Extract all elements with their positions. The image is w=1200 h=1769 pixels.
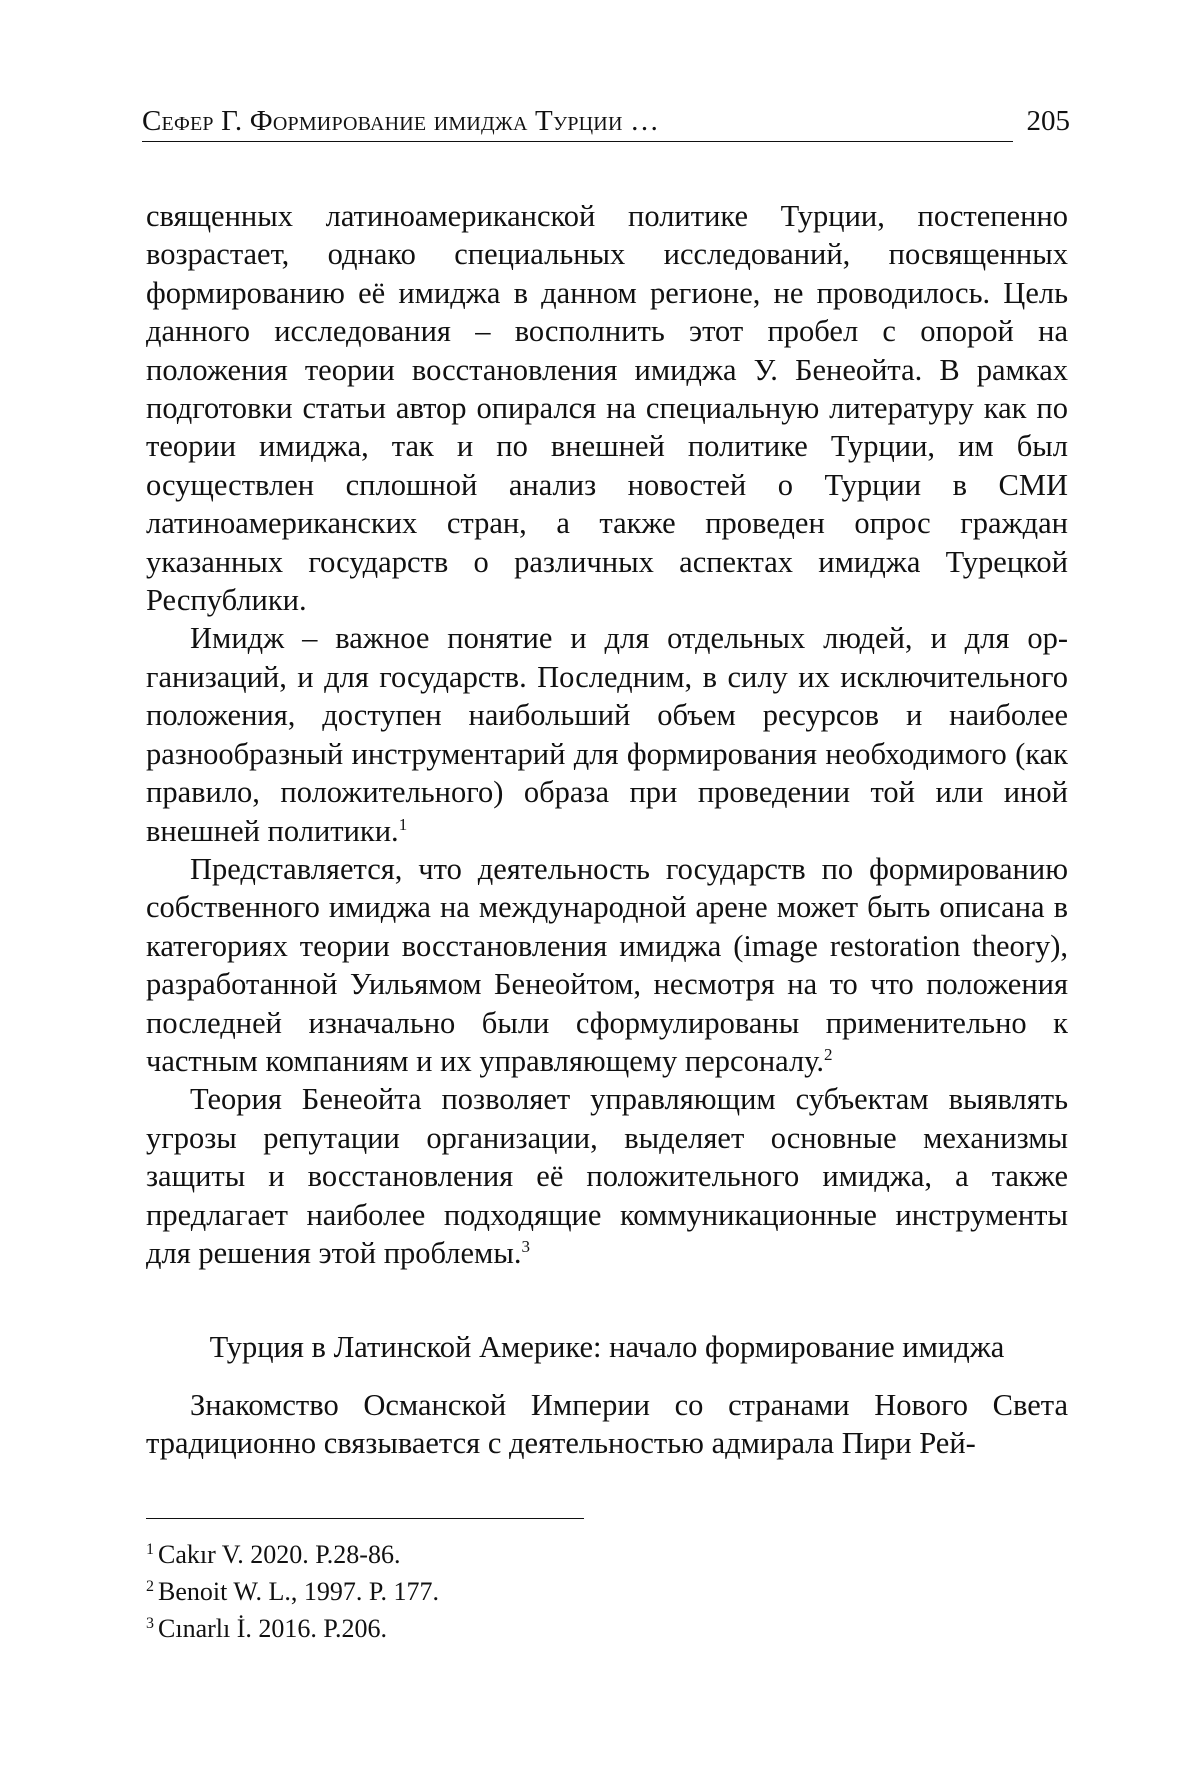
running-title: Сефер Г. Формирование имиджа Турции … [142, 105, 660, 137]
footnote-ref[interactable]: 1 [398, 814, 408, 834]
footnote-ref[interactable]: 2 [824, 1044, 833, 1064]
main-text [146, 197, 1068, 1272]
paragraph [146, 197, 1068, 619]
running-header [142, 104, 1070, 138]
section-heading: Турция в Латинской Америке: начало формирование имиджа [209, 1330, 1005, 1364]
paragraph-text: Имидж – важное понятие и для отдельных людей, и для организаций, и для государств. Последним, в силу их исключительного положения, доступен наибольший объем ресурсов и наиболее разнообразный инструментарий для формирования необходимого (как правило, положительного) образа при проведении той или иной внешней политики. [146, 621, 1068, 848]
paragraph [146, 619, 1068, 849]
footnote-text: Cakır V. 2020. P.28-86. [158, 1540, 401, 1569]
footnote-ref[interactable]: 3 [521, 1236, 530, 1256]
footnote [146, 1536, 1046, 1573]
footnote-text: Benoit W. L., 1997. P. 177. [158, 1577, 439, 1606]
paragraph-text: Представляется, что деятельность государств по формированию собственного имиджа на международной арене может быть описана в категориях теории восстановления имиджа (image restoration theory), разработанной Уильямом Бенеойтом, несмотря на то что положения последней изначально были сформулированы применительно к частным компаниям и их управляющему персоналу. [146, 851, 1068, 1078]
section-text [146, 1386, 1068, 1463]
footnotes [146, 1536, 1046, 1647]
footnote-rule [146, 1518, 584, 1519]
paragraph-text: Знакомство Османской Империи со странами Нового Света традиционно связывается с деятельностью адмирала Пири Рей- [146, 1388, 1068, 1461]
paragraph [146, 1386, 1068, 1463]
page-number: 205 [1026, 105, 1070, 137]
footnote [146, 1573, 1046, 1610]
footnote-marker: 3 [146, 1615, 154, 1632]
footnote-marker: 2 [146, 1578, 154, 1595]
paragraph-text: Теория Бенеойта позволяет управляющим субъектам выявлять угрозы репутации организации, выделяет основные механизмы защиты и восстановления её положительного имиджа, а также предлагает наиболее подходящие коммуникационные инструменты для решения этой проблемы. [146, 1082, 1068, 1270]
footnote [146, 1610, 1046, 1647]
paragraph [146, 850, 1068, 1080]
footnote-text: Cınarlı İ. 2016. P.206. [158, 1614, 387, 1643]
header-rule [142, 141, 1013, 142]
paragraph [146, 1080, 1068, 1272]
footnote-marker: 1 [146, 1541, 154, 1558]
paragraph-text: священных латиноамериканской политике Турции, постепенно возрастает, однако специальных исследований, посвященных формированию её имиджа в данном регионе, не проводилось. Цель данного исследования – восполнить этот пробел с опорой на положения теории восстановления имиджа У. Бенеойта. В рамках подготовки статьи автор опирался на специальную литературу как по теории имиджа, так и по внешней политике Турции, им был осуществлен сплошной анализ новостей о Турции в СМИ латиноамериканских стран, а также проведен опрос граждан указанных государств о различных аспектах имиджа Турецкой Республики. [146, 199, 1068, 618]
